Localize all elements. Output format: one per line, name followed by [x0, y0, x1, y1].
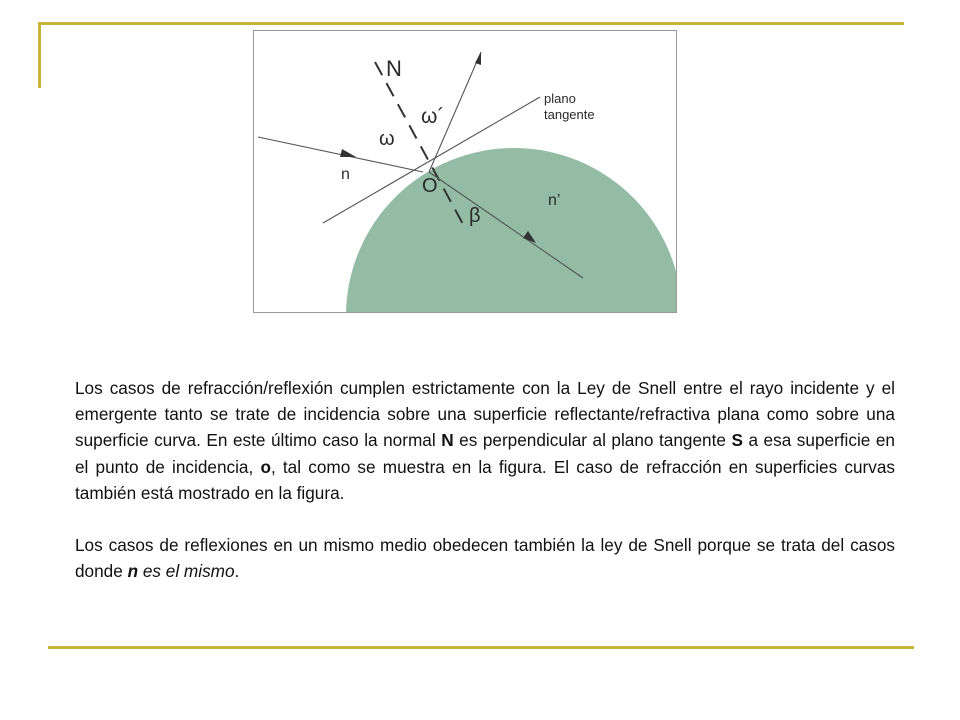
label-medium-n-prime: n’	[548, 192, 561, 209]
label-tangente: tangente	[544, 107, 595, 122]
label-point-O: O	[422, 175, 438, 197]
label-beta: β	[469, 205, 481, 227]
refraction-diagram	[253, 30, 677, 313]
p1-text-4: , tal como se muestra en la figura. El caso de refracción en superficies curvas también está mostrado en la figura.	[75, 456, 895, 503]
paragraph-reflections	[75, 532, 895, 584]
paragraph-snell-law	[75, 375, 895, 506]
p1-text-1: Los casos de refracción/reflexión cumplen estrictamente con la Ley de Snell entre el rayo incidente y el emergente tanto se trate de incidencia sobre una superficie reflectante/refractiva plana como sobre una superficie curva. En este último caso la normal	[75, 378, 895, 451]
p2-text-1: Los casos de reflexiones en un mismo medio obedecen también la ley de Snell porque se trata del casos donde	[75, 535, 895, 582]
label-plano: plano	[544, 91, 576, 106]
bottom-decorative-rule	[48, 646, 914, 649]
p1-bold-point: o	[260, 456, 271, 477]
top-decorative-rule	[38, 22, 904, 25]
p1-bold-plane: S	[731, 430, 743, 451]
p2-end: .	[234, 561, 240, 582]
label-omega: ω	[379, 128, 395, 150]
label-normal-N: N	[386, 56, 402, 81]
diagram-svg	[253, 30, 677, 313]
label-medium-n: n	[341, 166, 350, 183]
p1-text-3: a esa superficie en el punto de incidencia,	[75, 430, 895, 477]
p1-text-2: es perpendicular al plano tangente	[453, 430, 732, 451]
p2-italic-tail: es el mismo	[138, 561, 235, 582]
body-text	[75, 375, 895, 610]
p1-bold-normal: N	[441, 430, 454, 451]
p2-bold-italic-n: n	[127, 561, 139, 582]
label-omega-prime: ω´	[421, 105, 445, 128]
left-decorative-rule	[38, 22, 41, 88]
